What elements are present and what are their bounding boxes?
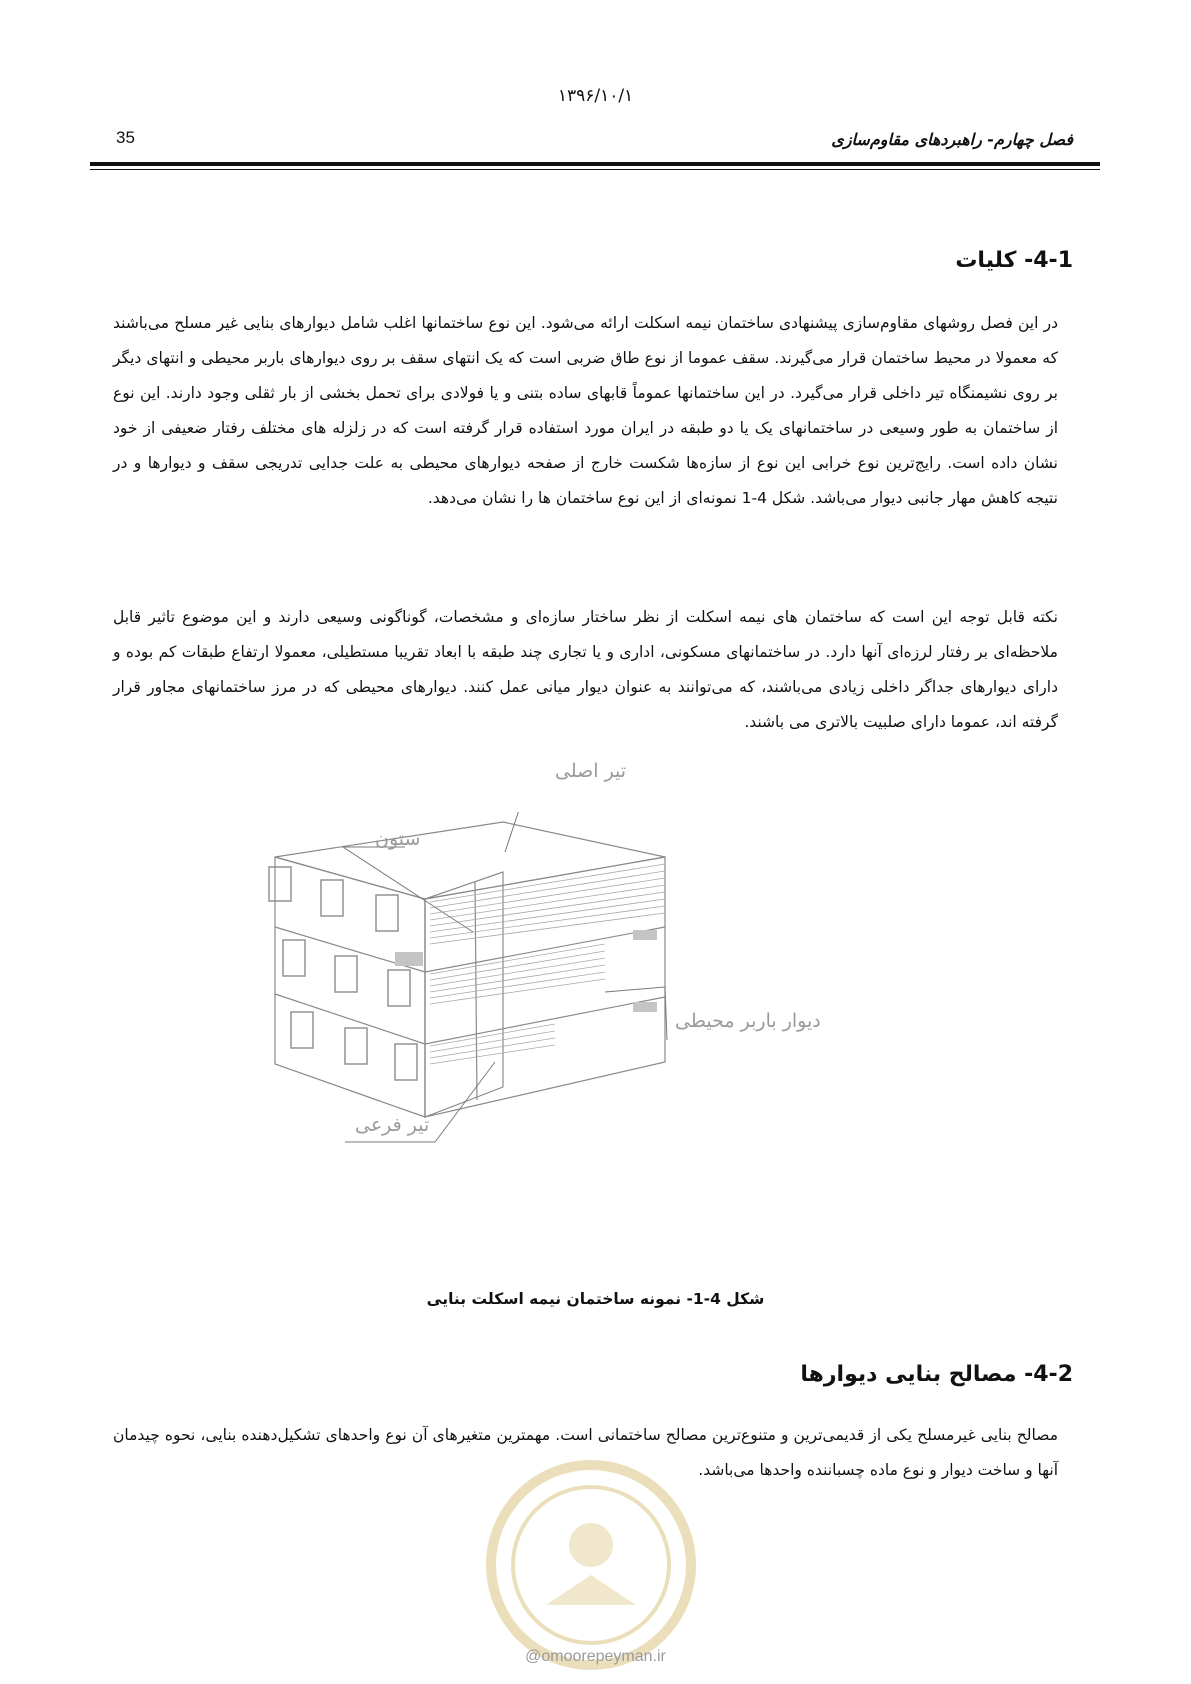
paragraph-intro: در این فصل روشهای مقاوم‌سازی پیشنهادی ساختمان نیمه اسکلت ارائه می‌شود. این نوع ساختمانها اغلب شامل دیوارهای بنایی غیر مسلح می‌باشند که معمولا در محیط ساختمان قرار می‌گیرند. سقف عموما از نوع طاق ضربی است که یک انتهای سقف بر روی دیوارهای باربر محیطی و انتهای دیگر بر روی نشیمنگاه تیر داخلی قرار می‌گیرد. در این ساختمانها عموماً قابهای ساده بتنی و یا فولادی برای تحمل بخشی از بار ثقلی وجود دارند. این نوع از ساختمان به طور وسیعی در ساختمانهای یک یا دو طبقه در ایران مورد استفاده قرار گرفته است که در زلزله های مختلف رفتار ضعیفی از خود نشان داده است. رایج‌ترین نوع خرابی این نوع از سازه‌ها شکست خارج از صفحه دیوارهای محیطی به علت جدایی تدریجی سقف و دیوارها و در نتیجه کاهش مهار جانبی دیوار می‌باشد. شکل 4-1 نمونه‌ای از این نوع ساختمان ها را نشان می‌دهد.	[113, 314, 1058, 507]
page-date: ۱۳۹۶/۱۰/۱	[557, 86, 634, 106]
seal-emblem	[476, 1450, 706, 1680]
label-bearing-wall: دیوار باربر محیطی	[675, 1010, 821, 1032]
section-heading-materials: 4-2- مصالح بنایی دیوارها	[800, 1362, 1073, 1387]
page-number: 35	[116, 128, 135, 147]
footer-website: @omoorepeyman.ir	[525, 1648, 666, 1665]
chapter-title: فصل چهارم- راهبردهای مقاوم‌سازی	[831, 130, 1073, 149]
paragraph-note: نکته قابل توجه این است که ساختمان های نیمه اسکلت از نظر ساختار سازه‌ای و مشخصات، گوناگونی وسیعی دارند و این موضوع تاثیر قابل ملاحظه‌ای بر رفتار لرزه‌ای آنها دارد. در ساختمانهای مسکونی، اداری و یا تجاری چند طبقه با ابعاد تقریبا مستطیلی، معمولا ارتفاع طبقات کم بوده و دارای دیوارهای جداگر داخلی زیادی می‌باشند، که می‌توانند به عنوان دیوار میانی عمل کنند. دیوارهای محیطی که در مرز ساختمانهای مجاور قرار گرفته اند، عموما دارای صلبیت بالاتری می باشند.	[113, 608, 1058, 731]
windows	[269, 867, 417, 1080]
paragraph-materials: مصالح بنایی غیرمسلح یکی از قدیمی‌ترین و متنوع‌ترین مصالح ساختمانی است. مهمترین متغیرهای آن نوع واحدهای تشکیل‌دهنده بنایی، نحوه چیدمان آنها و ساخت دیوار و نوع ماده چسباننده واحدها می‌باشد.	[113, 1426, 1058, 1479]
front-wall-outline	[275, 857, 425, 1117]
building-drawing-svg	[255, 812, 925, 1252]
header-rule-thick	[90, 162, 1100, 166]
label-secondary-beam: تیر فرعی	[355, 1114, 430, 1136]
side-floor-line-2	[425, 997, 665, 1044]
header-rule-thin	[90, 169, 1100, 170]
leader-lines	[343, 812, 667, 1142]
watermark-seal	[476, 1450, 706, 1680]
section-heading-general: 4-1- کلیات	[955, 248, 1073, 273]
label-main-beam: تیر اصلی	[555, 760, 627, 782]
figure-building-drawing	[255, 760, 925, 1252]
label-column: ستون	[375, 828, 421, 850]
roof-outline	[275, 822, 665, 899]
figure-caption: شکل 4-1- نمونه ساختمان نیمه اسکلت بنایی	[426, 1290, 765, 1308]
front-floor-line-2	[275, 994, 425, 1044]
